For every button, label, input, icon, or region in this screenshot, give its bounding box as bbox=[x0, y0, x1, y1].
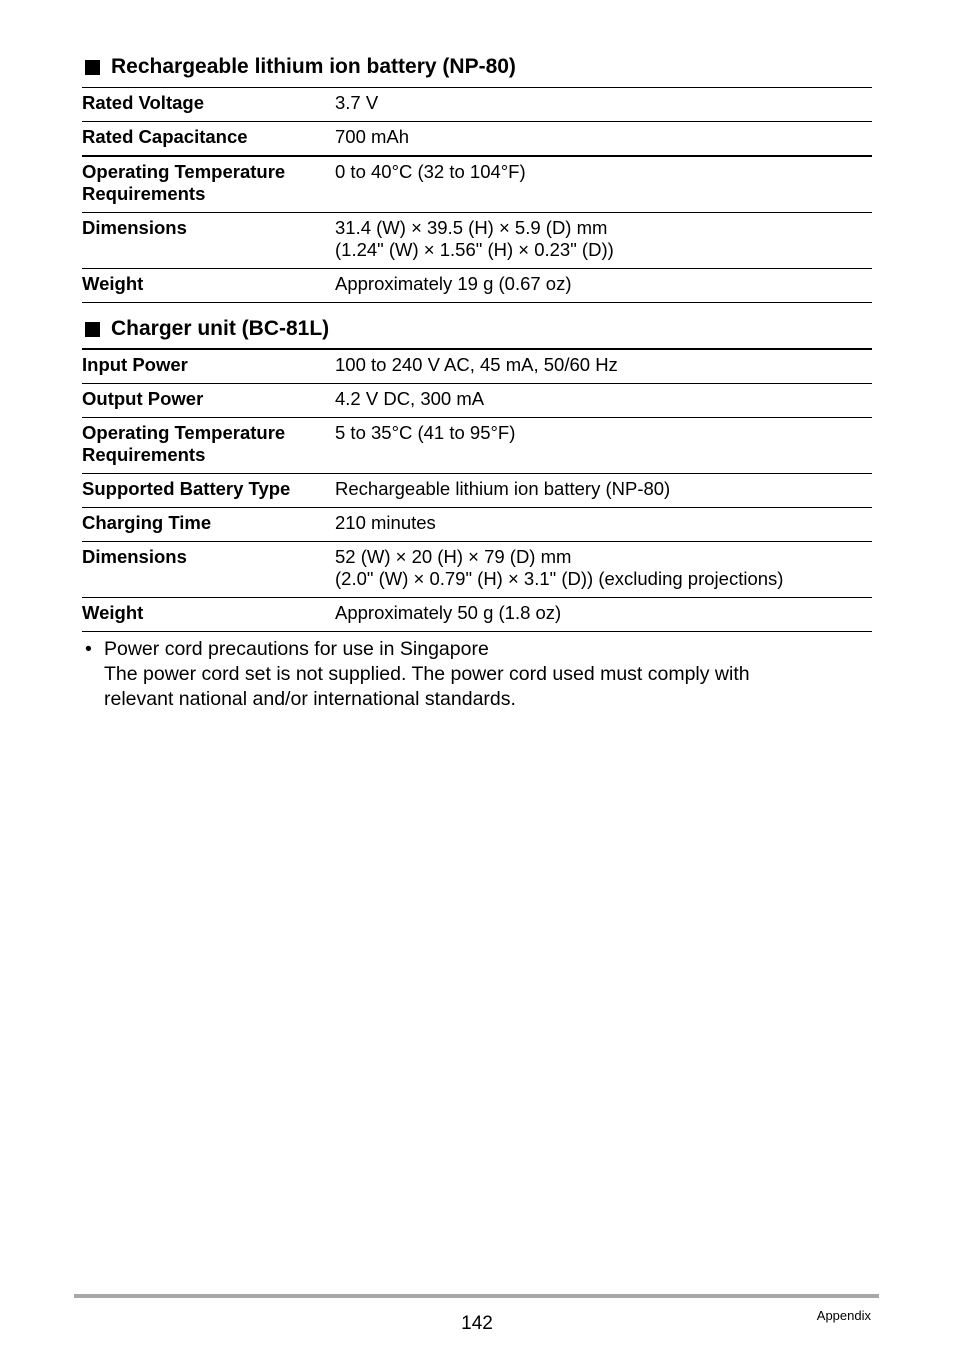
spec-label: Operating Temperature Requirements bbox=[82, 156, 335, 213]
table-row bbox=[82, 156, 872, 213]
table-row bbox=[82, 384, 872, 418]
spec-value: 3.7 V bbox=[335, 88, 872, 122]
charger-title-text: Charger unit (BC-81L) bbox=[111, 317, 330, 340]
spec-value: 0 to 40°C (32 to 104°F) bbox=[335, 156, 872, 213]
spec-label: Input Power bbox=[82, 349, 335, 384]
table-row bbox=[82, 88, 872, 122]
spec-value: 700 mAh bbox=[335, 122, 872, 157]
note-line: The power cord set is not supplied. The power cord used must comply with bbox=[104, 663, 750, 685]
spec-label: Weight bbox=[82, 598, 335, 632]
bullet-marker: • bbox=[85, 638, 92, 660]
spec-label: Rated Capacitance bbox=[82, 122, 335, 157]
table-row bbox=[82, 508, 872, 542]
spec-label: Rated Voltage bbox=[82, 88, 335, 122]
battery-section-title bbox=[82, 55, 516, 79]
spec-label: Dimensions bbox=[82, 542, 335, 598]
spec-label: Dimensions bbox=[82, 213, 335, 269]
charger-spec-table bbox=[82, 348, 872, 632]
spec-value: 210 minutes bbox=[335, 508, 872, 542]
note-line: relevant national and/or international standards. bbox=[104, 688, 516, 710]
spec-value: 100 to 240 V AC, 45 mA, 50/60 Hz bbox=[335, 349, 872, 384]
table-row bbox=[82, 349, 872, 384]
spec-label: Charging Time bbox=[82, 508, 335, 542]
table-row bbox=[82, 598, 872, 632]
battery-title-text: Rechargeable lithium ion battery (NP-80) bbox=[111, 55, 516, 78]
spec-label: Weight bbox=[82, 269, 335, 303]
page-number: 142 bbox=[461, 1313, 493, 1334]
table-row bbox=[82, 542, 872, 598]
table-row bbox=[82, 269, 872, 303]
power-cord-note bbox=[82, 637, 872, 712]
charger-section-title bbox=[82, 317, 329, 341]
spec-value: 52 (W) × 20 (H) × 79 (D) mm (2.0" (W) × 0.79" (H) × 3.1" (D)) (excluding projections) bbox=[335, 542, 872, 598]
spec-value: Approximately 19 g (0.67 oz) bbox=[335, 269, 872, 303]
spec-value: 4.2 V DC, 300 mA bbox=[335, 384, 872, 418]
table-row bbox=[82, 474, 872, 508]
black-square-icon bbox=[85, 60, 100, 75]
table-row bbox=[82, 213, 872, 269]
spec-label: Operating Temperature Requirements bbox=[82, 418, 335, 474]
note-body bbox=[104, 637, 872, 712]
table-row bbox=[82, 122, 872, 157]
footer-section-label: Appendix bbox=[816, 1308, 871, 1323]
spec-value: Approximately 50 g (1.8 oz) bbox=[335, 598, 872, 632]
spec-label: Supported Battery Type bbox=[82, 474, 335, 508]
footer-divider bbox=[74, 1294, 879, 1298]
table-row bbox=[82, 418, 872, 474]
spec-label: Output Power bbox=[82, 384, 335, 418]
black-square-icon bbox=[85, 322, 100, 337]
spec-value: Rechargeable lithium ion battery (NP-80) bbox=[335, 474, 872, 508]
battery-spec-table bbox=[82, 87, 872, 303]
note-line: Power cord precautions for use in Singapore bbox=[104, 638, 489, 660]
spec-value: 5 to 35°C (41 to 95°F) bbox=[335, 418, 872, 474]
spec-value: 31.4 (W) × 39.5 (H) × 5.9 (D) mm (1.24" (W) × 1.56" (H) × 0.23" (D)) bbox=[335, 213, 872, 269]
